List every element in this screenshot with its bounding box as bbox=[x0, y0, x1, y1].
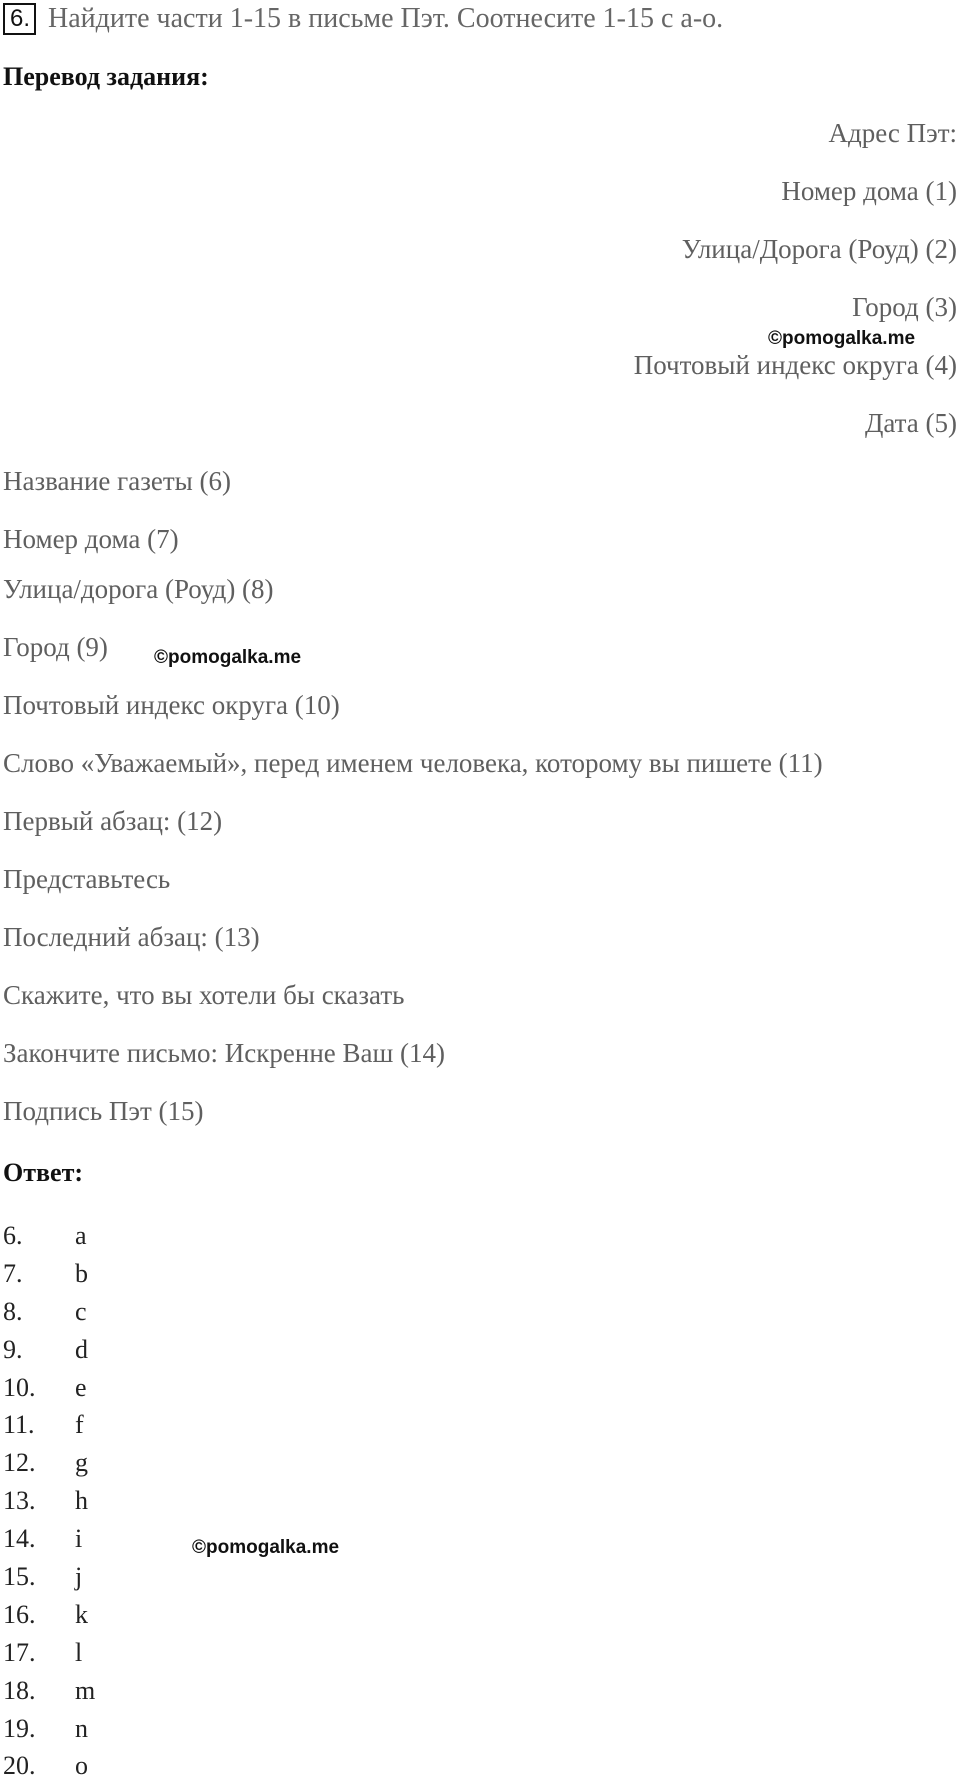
task-number: 6. bbox=[3, 3, 36, 35]
address-line: Адрес Пэт: bbox=[828, 118, 957, 148]
answer-row bbox=[3, 1596, 95, 1634]
answer-letter: l bbox=[75, 1637, 83, 1667]
answer-number: 13. bbox=[3, 1486, 36, 1516]
answer-letter: j bbox=[75, 1561, 83, 1591]
answer-letter: n bbox=[75, 1713, 88, 1743]
answer-number: 11. bbox=[3, 1410, 35, 1440]
address-line: Улица/Дорога (Роуд) (2) bbox=[681, 234, 957, 264]
answer-number: 15. bbox=[3, 1561, 36, 1591]
address-line: Дата (5) bbox=[864, 408, 957, 438]
answer-letter: h bbox=[75, 1486, 88, 1516]
answer-row bbox=[3, 1217, 95, 1255]
answer-number: 12. bbox=[3, 1448, 36, 1478]
answer-row bbox=[3, 1369, 95, 1407]
letter-part-line: Город (9) bbox=[3, 632, 108, 662]
answer-row bbox=[3, 1634, 95, 1672]
letter-part-line: Закончите письмо: Искренне Ваш (14) bbox=[3, 1038, 446, 1068]
answer-number: 16. bbox=[3, 1599, 36, 1629]
task-header bbox=[3, 3, 723, 35]
answer-number: 10. bbox=[3, 1372, 36, 1402]
answer-letter: i bbox=[75, 1524, 83, 1554]
letter-part-line: Подпись Пэт (15) bbox=[3, 1096, 204, 1126]
answer-row bbox=[3, 1672, 95, 1710]
letter-part-line: Слово «Уважаемый», перед именем человека, которому вы пишете (11) bbox=[3, 748, 823, 778]
answer-row bbox=[3, 1331, 95, 1369]
letter-part-line: Номер дома (7) bbox=[3, 524, 179, 554]
answer-row bbox=[3, 1520, 95, 1558]
answer-number: 14. bbox=[3, 1524, 36, 1554]
address-line: Номер дома (1) bbox=[781, 176, 957, 206]
answer-row bbox=[3, 1482, 95, 1520]
answer-row bbox=[3, 1406, 95, 1444]
answer-row bbox=[3, 1747, 95, 1785]
answer-row bbox=[3, 1444, 95, 1482]
answer-letter: o bbox=[75, 1751, 88, 1781]
answer-number: 19. bbox=[3, 1713, 36, 1743]
answer-row bbox=[3, 1558, 95, 1596]
address-line: Город (3) bbox=[852, 292, 957, 322]
translation-heading: Перевод задания: bbox=[3, 62, 209, 91]
letter-part-line: Название газеты (6) bbox=[3, 466, 232, 496]
answer-letter: b bbox=[75, 1258, 88, 1288]
letter-part-line: Почтовый индекс округа (10) bbox=[3, 690, 340, 720]
answer-number: 7. bbox=[3, 1258, 23, 1288]
answer-number: 18. bbox=[3, 1675, 36, 1705]
task-instruction: Найдите части 1-15 в письме Пэт. Соотнесите 1-15 с a-o. bbox=[48, 3, 724, 34]
answer-number: 20. bbox=[3, 1751, 36, 1781]
answer-number: 9. bbox=[3, 1334, 23, 1364]
letter-part-line: Первый абзац: (12) bbox=[3, 806, 223, 836]
letter-part-line: Последний абзац: (13) bbox=[3, 922, 260, 952]
answer-letter: g bbox=[75, 1448, 88, 1478]
answer-number: 6. bbox=[3, 1220, 23, 1250]
answer-letter: e bbox=[75, 1372, 87, 1402]
answer-letter: c bbox=[75, 1296, 87, 1326]
answer-letter: a bbox=[75, 1220, 87, 1250]
answer-list bbox=[3, 1217, 95, 1785]
answer-row bbox=[3, 1293, 95, 1331]
answer-heading: Ответ: bbox=[3, 1158, 84, 1187]
letter-part-line: Представьтесь bbox=[3, 864, 171, 894]
answer-number: 17. bbox=[3, 1637, 36, 1667]
answer-row bbox=[3, 1255, 95, 1293]
answer-letter: m bbox=[75, 1675, 96, 1705]
letter-part-line: Улица/дорога (Роуд) (8) bbox=[3, 574, 274, 604]
address-line: Почтовый индекс округа (4) bbox=[633, 350, 957, 380]
answer-row bbox=[3, 1710, 95, 1748]
watermark: ©pomogalka.me bbox=[768, 328, 916, 349]
answer-number: 8. bbox=[3, 1296, 23, 1326]
letter-part-line: Скажите, что вы хотели бы сказать bbox=[3, 980, 405, 1010]
answer-letter: d bbox=[75, 1334, 88, 1364]
answer-letter: k bbox=[75, 1599, 88, 1629]
watermark: ©pomogalka.me bbox=[192, 1537, 340, 1558]
watermark: ©pomogalka.me bbox=[154, 647, 302, 668]
answer-letter: f bbox=[75, 1410, 84, 1440]
